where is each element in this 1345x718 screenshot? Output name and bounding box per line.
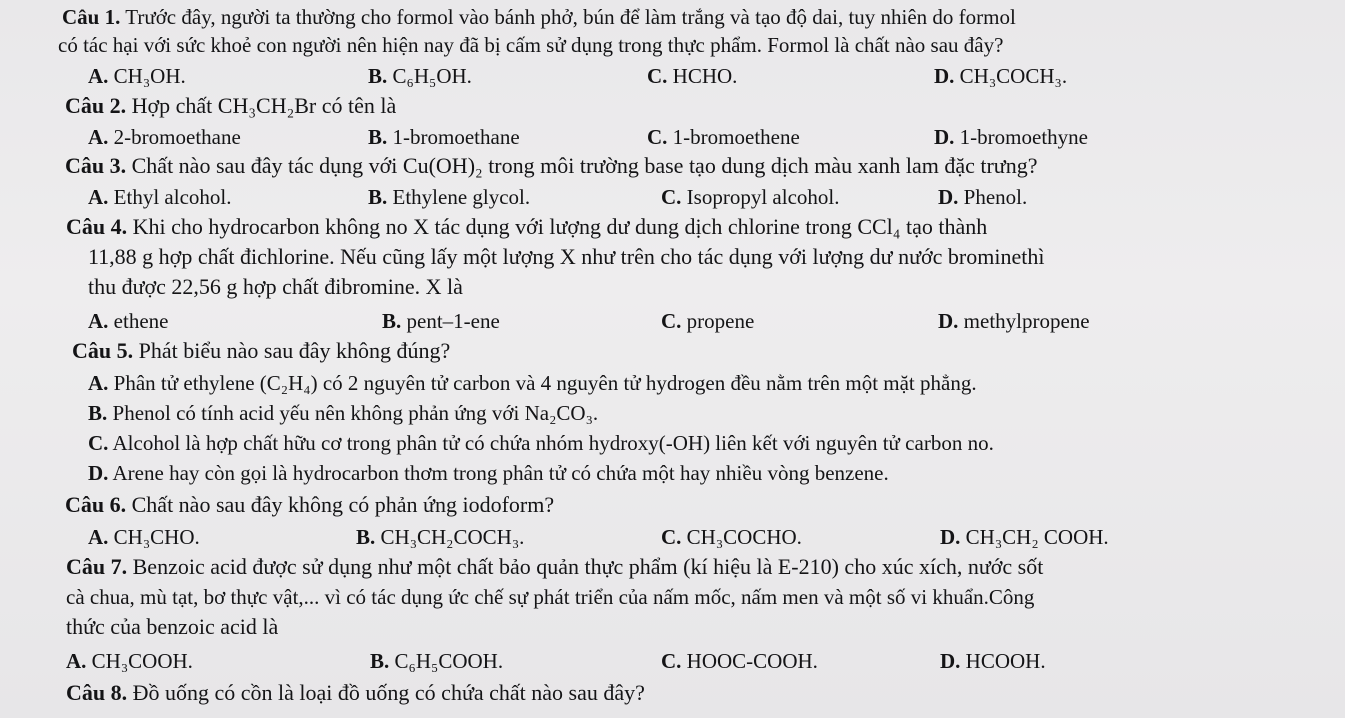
question-5-label: Câu 5. xyxy=(72,338,134,363)
question-3-label: Câu 3. xyxy=(65,153,127,178)
question-3-option-c[interactable]: C. Isopropyl alcohol. xyxy=(661,185,840,209)
question-4-option-d[interactable]: D. methylpropene xyxy=(938,309,1090,333)
question-5-line-1: Câu 5. Phát biểu nào sau đây không đúng? xyxy=(72,338,451,363)
question-6-label: Câu 6. xyxy=(65,492,127,517)
question-2-option-d[interactable]: D. 1-bromoethyne xyxy=(934,125,1088,149)
question-6-option-b[interactable]: B. CH₃CH₂COCH₃. xyxy=(356,525,525,549)
question-8-line-1: Câu 8. Đồ uống có cồn là loại đồ uống có chứa chất nào sau đây? xyxy=(66,680,645,705)
question-1-option-a[interactable]: A. CH₃OH. xyxy=(88,64,186,88)
question-7-option-b[interactable]: B. C₆H₅COOH. xyxy=(370,649,504,673)
question-7-option-a[interactable]: A. CH₃COOH. xyxy=(66,649,193,673)
question-2-option-a[interactable]: A. 2-bromoethane xyxy=(88,125,241,149)
question-4-line-3: thu được 22,56 g hợp chất đibromine. X là xyxy=(88,274,463,299)
question-2-line-1: Câu 2. Hợp chất CH₃CH₂Br có tên là xyxy=(65,93,397,118)
question-4-option-b[interactable]: B. pent–1-ene xyxy=(382,309,500,333)
question-6-line-1: Câu 6. Chất nào sau đây không có phản ứng iodoform? xyxy=(65,492,555,517)
question-3-line-1: Câu 3. Chất nào sau đây tác dụng với Cu(OH)₂ trong môi trường base tạo dung dịch màu xanh lam đặc trưng? xyxy=(65,153,1038,178)
question-1-line-1: Câu 1. Trước đây, người ta thường cho formol vào bánh phở, bún để làm trắng và tạo độ dai, tuy nhiên do formol xyxy=(62,5,1016,29)
question-3-option-a[interactable]: A. Ethyl alcohol. xyxy=(88,185,232,209)
question-5-option-b[interactable]: B. Phenol có tính acid yếu nên không phản ứng với Na₂CO₃. xyxy=(88,401,599,425)
question-7-option-c[interactable]: C. HOOC-COOH. xyxy=(661,649,818,673)
question-6-option-d[interactable]: D. CH₃CH₂ COOH. xyxy=(940,525,1109,549)
question-1-line-2: có tác hại với sức khoẻ con người nên hiện nay đã bị cấm sử dụng trong thực phẩm. Formol là chất nào sau đây? xyxy=(58,33,1004,57)
question-4-option-a[interactable]: A. ethene xyxy=(88,309,169,333)
question-2-label: Câu 2. xyxy=(65,93,127,118)
question-6-option-c[interactable]: C. CH₃COCHO. xyxy=(661,525,802,549)
question-2-option-c[interactable]: C. 1-bromoethene xyxy=(647,125,800,149)
question-3-option-b[interactable]: B. Ethylene glycol. xyxy=(368,185,531,209)
question-2-option-b[interactable]: B. 1-bromoethane xyxy=(368,125,520,149)
question-7-label: Câu 7. xyxy=(66,554,128,579)
question-7-line-2: cà chua, mù tạt, bơ thực vật,... vì có tác dụng ức chế sự phát triển của nấm mốc, nấm men và một số vi khuẩn.Công xyxy=(66,585,1035,609)
question-5-option-d[interactable]: D. Arene hay còn gọi là hydrocarbon thơm trong phân tử có chứa một hay nhiều vòng benzene. xyxy=(88,461,889,485)
question-4-line-2: 11,88 g hợp chất đichlorine. Nếu cũng lấy một lượng X như trên cho tác dụng với lượng dư nước brominethì xyxy=(88,244,1045,269)
question-4-option-c[interactable]: C. propene xyxy=(661,309,755,333)
question-4-label: Câu 4. xyxy=(66,214,128,239)
question-4-line-1: Câu 4. Khi cho hydrocarbon không no X tác dụng với lượng dư dung dịch chlorine trong CCl₄ tạo thành xyxy=(66,214,988,239)
question-1-option-c[interactable]: C. HCHO. xyxy=(647,64,738,88)
question-3-option-d[interactable]: D. Phenol. xyxy=(938,185,1028,209)
question-7-option-d[interactable]: D. HCOOH. xyxy=(940,649,1046,673)
question-8-label: Câu 8. xyxy=(66,680,128,705)
question-6-option-a[interactable]: A. CH₃CHO. xyxy=(88,525,200,549)
question-1-option-b[interactable]: B. C₆H₅OH. xyxy=(368,64,472,88)
question-1-option-d[interactable]: D. CH₃COCH₃. xyxy=(934,64,1068,88)
question-7-line-3: thức của benzoic acid là xyxy=(66,614,279,639)
question-5-option-c[interactable]: C. Alcohol là hợp chất hữu cơ trong phân tử có chứa nhóm hydroxy(-OH) liên kết với nguyên tử carbon no. xyxy=(88,431,994,455)
question-5-option-a[interactable]: A. Phân tử ethylene (C₂H₄) có 2 nguyên tử carbon và 4 nguyên tử hydrogen đều nằm trên một mặt phẳng. xyxy=(88,371,977,395)
question-7-line-1: Câu 7. Benzoic acid được sử dụng như một chất bảo quản thực phẩm (kí hiệu là E-210) cho xúc xích, nước sốt xyxy=(66,554,1044,579)
question-1-label: Câu 1. xyxy=(62,5,121,29)
